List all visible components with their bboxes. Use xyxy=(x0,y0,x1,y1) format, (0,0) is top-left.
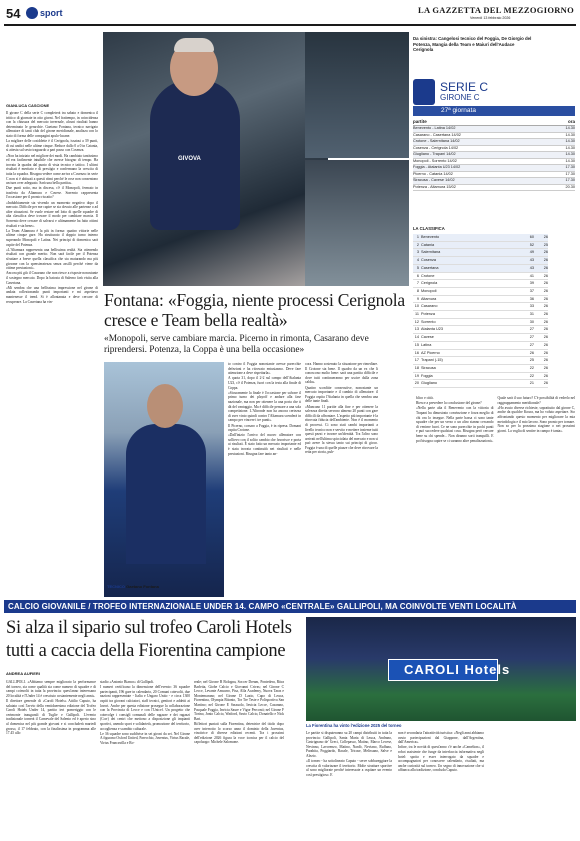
paragraph: Riesce a prevedere la conclusione del girone? xyxy=(416,401,482,406)
standings-pt: 31 xyxy=(529,312,534,317)
paragraph: Il girone C della serie C completerà tra sabato e domenica il trittico di giornate in otto giorni. Nel frattempo, in coincidenza con la chiusura del mercato invernale, alcuni risultati hanno determinato le gerarchie. Gaetano Fontana, tecnico navigato allenatore di tanti club del girone meridionale, analizza con lo stato di forma delle compagini apulo-lucane. xyxy=(6,111,98,138)
paragraph: La migliore delle cosiddette è il Cerignola, issatasi a 39 punti, di cui undici nelle ultime cinque. Reduce dallo 0 a 0 in Catania, si attesta sul sesto traguardo a pari passo con Cosenza. xyxy=(6,139,98,153)
paragraph: Riflettori puntati sulla Fiorentina, detentrice del titolo dopo aver interrotto lo scorso anno il dominio della Juventus, vincitrice di diverse edizioni recenti. Tra i prossimi dell'edizione 2026 figura la voce iconica per il calcio del capoluogo: Michele Salomone. xyxy=(194,721,284,745)
coach-figure xyxy=(150,80,240,230)
match-cell: 17.30 xyxy=(565,171,575,176)
standings-row xyxy=(413,373,548,381)
paragraph: Ancora più giù il Casarano che non riesce a risposte nonostante il sostegno mercato. Dopo la batosta di Salerno farà visita alla Casertana. xyxy=(6,271,98,285)
standings-gp: 26 xyxy=(543,381,548,386)
paragraph: «Sicuramente la finale è l'occasione per salvare il primo turno dei playoff e andare alla fase nazionale, ma non per ottenere la una porta che ti dà del vantaggio. Ma è difficile pensare a una sola competizione. L'Altronde non ha ancora certezza di aver vinto quindi contro l'Altamura scenderà in campo per vincere i tre punti». xyxy=(228,390,301,423)
coach-photo-3 xyxy=(305,160,409,286)
standings-team: Salernitana xyxy=(421,250,441,255)
section-label: sport xyxy=(40,8,63,18)
standings-gp: 26 xyxy=(543,365,548,370)
standings-gp: 26 xyxy=(543,327,548,332)
standings-pt: 60 xyxy=(529,235,534,239)
standings-pt: 43 xyxy=(529,258,534,263)
match-cell: Monopoli - Sorrento 14/02 xyxy=(413,158,457,163)
paragraph: «Indubbiamente sta vivendo un momento negativo dopo il mercato. Difficile per me capire se sia dovuto alle partenze o ad altre situazioni. Se vuole restare nel lotto di quelle squadre di alta classifica deve trovare il modo per cambiare marcia. Il Sorrento deve cercare di salvarsi e ultimamente ha fatto ottimi risultati e sta bene». xyxy=(6,200,98,228)
standings-row xyxy=(413,334,548,342)
standings-pt: 30 xyxy=(529,319,534,324)
article-column-5 xyxy=(416,396,575,598)
article2-column-1 xyxy=(6,680,96,838)
match-cell: 20.30 xyxy=(565,184,575,189)
standings-row xyxy=(413,288,548,296)
paragraph: «Non ha iniziato nel migliore dei modi. Ha cambiato tantissimo ed era facilmente intuibile che avesse bisogno di tempo. Ha trovato la quadra dal punto di vista tecnico e tattico. I ultimi risultati è meritato e di prestigio e confermano la crescita di tutta la squadra. Bisogna vedere come arriva a Cosenza: in serie C non si è abituati a questi ritmi perché le rose non consentono un turn over adeguato. Sarà una bella partita». xyxy=(6,153,98,186)
trophy-banner-text: CAROLI Hotels xyxy=(404,662,511,677)
standings-gp: 26 xyxy=(543,296,548,301)
standings-table xyxy=(413,234,548,388)
standings-gp: 26 xyxy=(543,281,548,286)
standings-gp: 26 xyxy=(543,235,548,239)
match-cell: 14.30 xyxy=(565,126,575,130)
standings-pos: 17 xyxy=(414,358,419,363)
scoreboard-round: 27ª giornata xyxy=(413,106,575,116)
standings-team: Benevento xyxy=(421,235,440,239)
standings-team: Cosenza xyxy=(421,258,436,263)
standings-pos: 6 xyxy=(416,273,419,278)
standings-row xyxy=(413,234,548,242)
standings-gp: 26 xyxy=(543,312,548,317)
standings-pos: 15 xyxy=(414,342,419,347)
standings-gp: 26 xyxy=(543,265,548,270)
paragraph: «Il torneo - ha sottolineato Caputo - serve sobbareggiare la crescita di valorizzare il territorio. Molte strutture sportive al sono migliorate perché interessate a ospitare un evento così prestigioso. E xyxy=(306,759,392,777)
standings-pos: 19 xyxy=(414,373,419,378)
standings-pos: 8 xyxy=(416,288,419,293)
standings-row xyxy=(413,350,548,358)
standings-row xyxy=(413,280,548,288)
paragraph: reale; nel Girone B Bologna, Soccer Dream, Pontedera, Ritra Barletta, Giobe Calcio e Giovanni Crivas; nel Girone C Lecce, Levante Amsurro, Pisa, Alfa Academy, Nuova Taras e Montemarano; nel Girone D Lazio, Capo di Leuca, Fiorentina, Olympia Bitonto, Tor Tre Teste e Polisportiva San Martino; nel Girone E Sassuolo, Invicta Lecce, Casarano, Pasquale Foggia, Invicta Saure e Vigor Perconti; nel Girone F Torino, Jonio Calcio, Watford, Savio Calcio, Donatello e Nick Bari. xyxy=(194,680,284,721)
match-cell: Casarano - Casertana 14/02 xyxy=(413,132,461,137)
standings-row xyxy=(413,380,548,388)
jersey-brand: GIVOVA xyxy=(178,156,201,162)
standings-pos: 4 xyxy=(416,258,419,263)
standings-row xyxy=(413,303,548,311)
standings-team: Casarano xyxy=(421,304,438,309)
fontana-head xyxy=(147,384,183,428)
standings-team: Crotone xyxy=(421,273,435,278)
standings-pt: 22 xyxy=(529,365,534,370)
standings-pt: 27 xyxy=(529,327,534,332)
scoreboard-title: SERIE C xyxy=(440,80,489,94)
standings-team: Monopoli xyxy=(421,288,437,293)
paragraph: to contro il Foggia nonostante avesse parecchie defezioni e ha ritrovato entusiasmo. Deve fare attenzione a deve rispettarla». xyxy=(228,362,301,376)
standings-row xyxy=(413,365,548,373)
standings-gp: 26 xyxy=(543,250,548,255)
standings-gp: 26 xyxy=(543,273,548,278)
standings-team: Latina xyxy=(421,342,432,347)
standings-pt: 52 xyxy=(529,242,534,247)
match-cell: 14.30 xyxy=(565,152,575,156)
standings-header xyxy=(413,226,575,231)
photo-caption-2: La Fiorentina ha vinto l'edizione 2025 del torneo xyxy=(306,723,402,728)
section-banner: CALCIO GIOVANILE / TROFEO INTERNAZIONALE UNDER 14. CAMPO «CENTRALE» GALLIPOLI, MA COINVOLTE VENTI LOCALITÀ xyxy=(4,600,576,613)
match-cell: 14.30 xyxy=(565,158,575,163)
standings-team: Catania xyxy=(421,242,435,247)
standings-pos: 18 xyxy=(414,365,419,370)
match-cell: Potenza - Altamura 15/02 xyxy=(413,184,456,189)
match-cell: 17.30 xyxy=(565,165,575,169)
standings-row xyxy=(413,296,548,304)
standings-pt: 43 xyxy=(529,265,534,270)
match-cell: Crotone - Salernitana 14/02 xyxy=(413,139,460,143)
standings-pos: 5 xyxy=(416,265,419,270)
photo-caption xyxy=(107,584,159,589)
standings-row xyxy=(413,319,548,327)
standings-gp: 26 xyxy=(543,258,548,263)
standings-gp: 26 xyxy=(543,304,548,309)
standings-row xyxy=(413,357,548,365)
standings-row xyxy=(413,311,548,319)
standings-row xyxy=(413,257,548,265)
standings-pt: 27 xyxy=(529,342,534,347)
match-cell: 14.30 xyxy=(565,132,575,137)
standings-pos: 10 xyxy=(414,304,419,309)
standings-gp: 26 xyxy=(543,358,548,363)
standings-team: Cerignola xyxy=(421,281,438,286)
standings-team: Casertana xyxy=(421,265,439,270)
byline-2: ANDREA AUFIERI xyxy=(6,671,40,676)
standings-team: Atalanta U23 xyxy=(421,327,443,332)
paragraph: «L'Altamura rappresenta una bellissima realtà. Sta ottenendo risultati con grande merito. Non sarà facile per il Potenza sfruttare a breve quella classifica che sta maturando ma più giovane con la spensieratezza senza assilli perché viene da ottime prestazioni». xyxy=(6,247,98,271)
subheadline: «Monopoli, serve cambiare marcia. Picerno in rimonta, Casarano deve riprendersi. Potenza, la Coppa è una bella occasione» xyxy=(104,334,369,355)
time-col-label: ora xyxy=(567,119,575,124)
article2-column-3 xyxy=(194,680,284,838)
standings-pt: 41 xyxy=(529,273,534,278)
standings-pos: 13 xyxy=(414,327,419,332)
standings-gp: 26 xyxy=(543,288,548,293)
standings-pos: 9 xyxy=(416,296,419,301)
matches-col-label: partite xyxy=(413,119,427,124)
standings-team: Siracusa xyxy=(421,365,436,370)
paragraph: «Ho avuto diverse richieste, soprattutto dal girone C, anche da qualche Koura, ma ho voluto aspettare. Sto affrontando questo momento per migliorare la mia metodologia e il mio lavoro. Sono pronto per tornare. Non so per la prossima stagione o nei prossimi giorni. La voglia di sentire in campo è tanta». xyxy=(497,405,575,433)
paragraph: I numeri certificano la dimensione dell'evento: 36 squadre partecipanti, 196 gare in calendario, 20 Comuni coinvolti, due nazioni rappresentate - Italia e Ungaro Unito - e circa 1300 ospiti tra giovani calciatori, staff tecnici, genitori e addetti ai lavori. Anche per questa edizione prosegue la collaborazione con la Provincia di Lecce e con l'Unicef. Un progetto che coinvolge i consigli comunali delle ragazze e dei ragazzi (Ccrr) dei centri che mettono a disposizione gli impianti sportivi, unendo sport e solidarietà, promozione del territorio, accoglienza e scambio culturale. xyxy=(100,685,190,731)
standings-pt: 27 xyxy=(529,335,534,340)
standings-pos: 11 xyxy=(415,312,419,317)
coach-photo-2 xyxy=(305,32,409,158)
standings-pt: 37 xyxy=(529,288,534,293)
standings-row xyxy=(413,342,548,350)
match-cell: 14.30 xyxy=(565,139,575,143)
paragraph: Il direttore generale di «Caroli Hotels» Attilio Caputo, ha salutato così l'avvio della ventidueesima edizione del Trofeo Caroli Hotels Under 14, partito ieri pomeriggio con le cerimonie inaugurali di Tuglie e Gallipoli. L'evento tradizionale tornerà il Carnevale del Salento ed è aperto sino al domenica nel più grande giovani e si concluderà martedì grosso, il 17 febbraio, con la finalissima in programma alle 17.45 allo xyxy=(6,698,96,736)
section-logo-icon xyxy=(26,7,38,19)
standings-pt: 21 xyxy=(529,381,534,386)
standings-team: Trapani (-15) xyxy=(421,358,443,363)
standings-title: LA CLASSIFICA xyxy=(413,226,445,231)
paragraph: Il Picerno, corsaro a Foggia, è in ripresa. Domani ospita Crotone. xyxy=(228,423,301,433)
article2-column-2 xyxy=(100,680,190,838)
coach-hair xyxy=(174,38,214,52)
masthead: LA GAZZETTA DEL MEZZOGIORNO xyxy=(418,5,575,15)
standings-gp: 26 xyxy=(543,342,548,347)
standings-pos: 12 xyxy=(414,319,419,324)
fontana-figure xyxy=(126,424,206,564)
standings-row xyxy=(413,265,548,273)
paragraph: GALLIPOLI. «Abbiamo sempre migliorato la performance del torneo, sia come qualità sia come numero di squadre e di campi coinvolti in tutta la provincia: quest'anno interessano 20 località e l'Under 14 è cresciuto costantemente negli anni». xyxy=(6,680,96,698)
standings-pos: 7 xyxy=(416,281,419,286)
standings-pt: 25 xyxy=(529,358,534,363)
standings-team: Potenza xyxy=(421,312,435,317)
paragraph: La Team Altamura è la più in forma: quattro vittorie nelle ultime cinque gare. Ha strutturato il doppio turno interno superando Monopoli e Latina. Nei principi di domenica sarà ospite del Potenza. xyxy=(6,228,98,247)
article2-column-5 xyxy=(398,731,484,838)
headline: Fontana: «Foggia, niente processi Cerignola cresce e Team bella realtà» xyxy=(104,290,405,330)
standings-team: AZ Picerno xyxy=(421,350,440,355)
paragraph: «Dall'inizio l'arrivo del nuovo allenatore con sollievo con il solito cambio che favorisce e porta ai risultati. È stato fatto un mercato importante ed è stata trovata continuità nei risultati e nelle prestazioni. Bisogna fare tanto an- xyxy=(228,433,301,456)
page-number: 54 xyxy=(6,6,21,21)
standings-pos: 14 xyxy=(414,335,419,340)
standings-team: Altamura xyxy=(421,296,437,301)
paragraph: cora. Hanno sostenuto la situazione per rimediare. Il Crotone sta bene. Il quadro da un ex che li conoscono molto bene: sarà una partita difficile e dove tutti continueranno per uscire dalla zona calda». xyxy=(305,362,378,385)
match-row xyxy=(413,185,575,192)
standings-pt: 26 xyxy=(529,350,534,355)
photo-caption-top: Da sinistra: Cangelosi tecnico del Foggia, De Giorgio del Potenza, Mangia della Team e Maiuri dell'Audace Cerignola xyxy=(413,36,532,53)
paragraph: stadio «Antonio Bianco» di Gallipoli. xyxy=(100,680,155,684)
article-column-1 xyxy=(6,111,98,599)
caption-name: Gaetano Fontana xyxy=(126,584,159,589)
standings-team: Sorrento xyxy=(421,319,436,324)
standings-pos: 16 xyxy=(414,350,419,355)
headline-2: Si alza il sipario sul trofeo Caroli Hotels tutti a caccia della Fiorentina campione xyxy=(6,618,292,661)
paragraph: Quattro sconfitte consecutive, nonostante un mercato importante e il cambio di allenatore: il Foggia ospita l'Atalanta in quella che sembra una delle tante finali. xyxy=(305,385,378,404)
standings-gp: 25 xyxy=(543,242,548,247)
standings-gp: 26 xyxy=(543,373,548,378)
standings-pos: 2 xyxy=(416,242,419,247)
match-cell: Cosenza - Cerignola 14/02 xyxy=(413,145,459,150)
standings-row xyxy=(413,326,548,334)
standings-team: Giugliano xyxy=(421,381,438,386)
standings-gp: 26 xyxy=(543,335,548,340)
header-rule xyxy=(4,24,576,26)
match-cell: Picerno - Catania 14/02 xyxy=(413,171,453,176)
standings-gp: 26 xyxy=(543,350,548,355)
match-cell: 17.30 xyxy=(565,178,575,182)
matches-list xyxy=(413,126,575,191)
match-cell: 14.30 xyxy=(565,145,575,150)
standings-pt: 49 xyxy=(529,250,534,255)
article2-column-4 xyxy=(306,731,392,838)
caption-label: TECNICO xyxy=(107,584,125,589)
scoreboard-group: GIRONE C xyxy=(440,93,480,102)
paragraph: Due punti sotto, ma in discesa, c'è il Monopoli, fermato in trasferta da Altamura e Cavese. Sorrento rappresenta l'occasione per il pronto riscatto? xyxy=(6,186,98,200)
match-cell: Foggia - Atalanta U23 14/02 xyxy=(413,165,461,169)
article-column-3 xyxy=(228,362,301,598)
standings-team: Cavese xyxy=(421,335,434,340)
matches-header xyxy=(413,119,575,126)
paragraph: blico e città. xyxy=(416,396,434,400)
standings-pt: 22 xyxy=(529,373,534,378)
paragraph: «Mi sembra che una bellissima impressione nel girone di andata collezionando punti importanti e mi aspettavo mantenesse il trend. Si è allontanata e deve cercare di recuperare. La Casertana ha vin- xyxy=(6,285,98,304)
standings-row xyxy=(413,242,548,250)
standings-pt: 36 xyxy=(529,296,534,301)
match-cell: Siracusa - Cavese 14/02 xyxy=(413,178,455,182)
paragraph: A quota 31, dopo il 2-2 sul campo dell'Atalanta U23, c'è il Potenza, fuori con la testa alla finale di Coppa. xyxy=(228,376,301,390)
article-column-4 xyxy=(305,362,378,598)
paragraph: non è secondaria l'attrattività turistica: «Negli anni abbiamo avuto partecipazioni dal Giappone, dall'Argentina, dall'America». xyxy=(398,731,484,745)
standings-row xyxy=(413,273,548,281)
paragraph: Le 36 squadre sono suddivise in sei gironi da sei. Nel Girone A figurano Oxford United, Parecchio, Juventus, Virtus Racale, Virtus Francavilla e Ro- xyxy=(100,731,190,745)
paragraph: Quale sarà il suo futuro? C'è possibilità di vederlo nel raggruppamento meridionale? xyxy=(497,396,575,405)
standings-pos: 3 xyxy=(416,250,419,255)
byline: GIANLUCA CASCIONE xyxy=(6,103,50,108)
match-cell: Benevento - Latina 14/02 xyxy=(413,126,456,130)
paragraph: «Nella parte alta il Benevento con la vittoria di Trapani ha dimostrato convinzione e forza meglio di chi ora lo insegue. Nella parte bassa ci sono tante squadre che per un verso o un altro stanno cercando di venirne fuori. Ce ne sono parecchie in pochi punti e può succedere qualsiasi cosa. Bisogna però cercare bene su chi spende... Non diranno sorti tranquilli. E poi bisogna capire se ci saranno altre penalizzazioni». xyxy=(416,406,494,443)
standings-row xyxy=(413,249,548,257)
standings-pos: 20 xyxy=(414,381,419,386)
match-cell: Giugliano - Trapani 14/02 xyxy=(413,152,456,156)
paragraph: «Mancano 11 partite alla fine e per ottenere la salvezza diretta servono almeno 20 punti con gare difficili da affrontare. L'aspetto più importante è la ritrovata fiducia dell'ambiente. Non è il momento di processi. Ci sono stati cambi importanti a livello tecnico non e servito e mettere insieme tutti questi pezzi e trovare un'identità. Tra l'altro sono arrivati nell'ultima spicciolata del mercato e non si può avere la stessa tanto sui principi di gioco. Foggia è una di quelle piazze che deve ritrovare la retta per storia, pub- xyxy=(305,404,378,455)
paragraph: Le partite si disputeranno su 20 campi distribuiti in tutta la provincia: Gallipoli, Santa Maria di Leuca, Andrano, Castrignano de' Greci, Collepasso, Matino, Marco Lecese, Nevinno, Lavorenzo, Matino, Nardò, Neviano, Ruffano, Parabita, Poggiardo, Racale, Tricase, Melissano, Salve e Alezio. xyxy=(306,731,392,758)
serie-c-logo-icon xyxy=(413,79,435,105)
standings-pt: 39 xyxy=(529,281,534,286)
standings-pt: 33 xyxy=(529,304,534,309)
standings-pos: 1 xyxy=(416,235,419,239)
standings-team: Foggia xyxy=(421,373,433,378)
paragraph: Infine, tra le novità di quest'anno c'è anche «Camelion», il robot assistente che funge da interfaccia informativa negli hotel: spotto e esser interrogato da squadre e accompagnatori per conoscere calendario, risultati, ma anche curiosità sul torneo. Un segno di innovazione che si affianca alla tradizione, concluda Caputo. xyxy=(398,745,484,773)
standings-gp: 26 xyxy=(543,319,548,324)
publication-date: Venerdì 13 febbraio 2026 xyxy=(470,16,511,20)
